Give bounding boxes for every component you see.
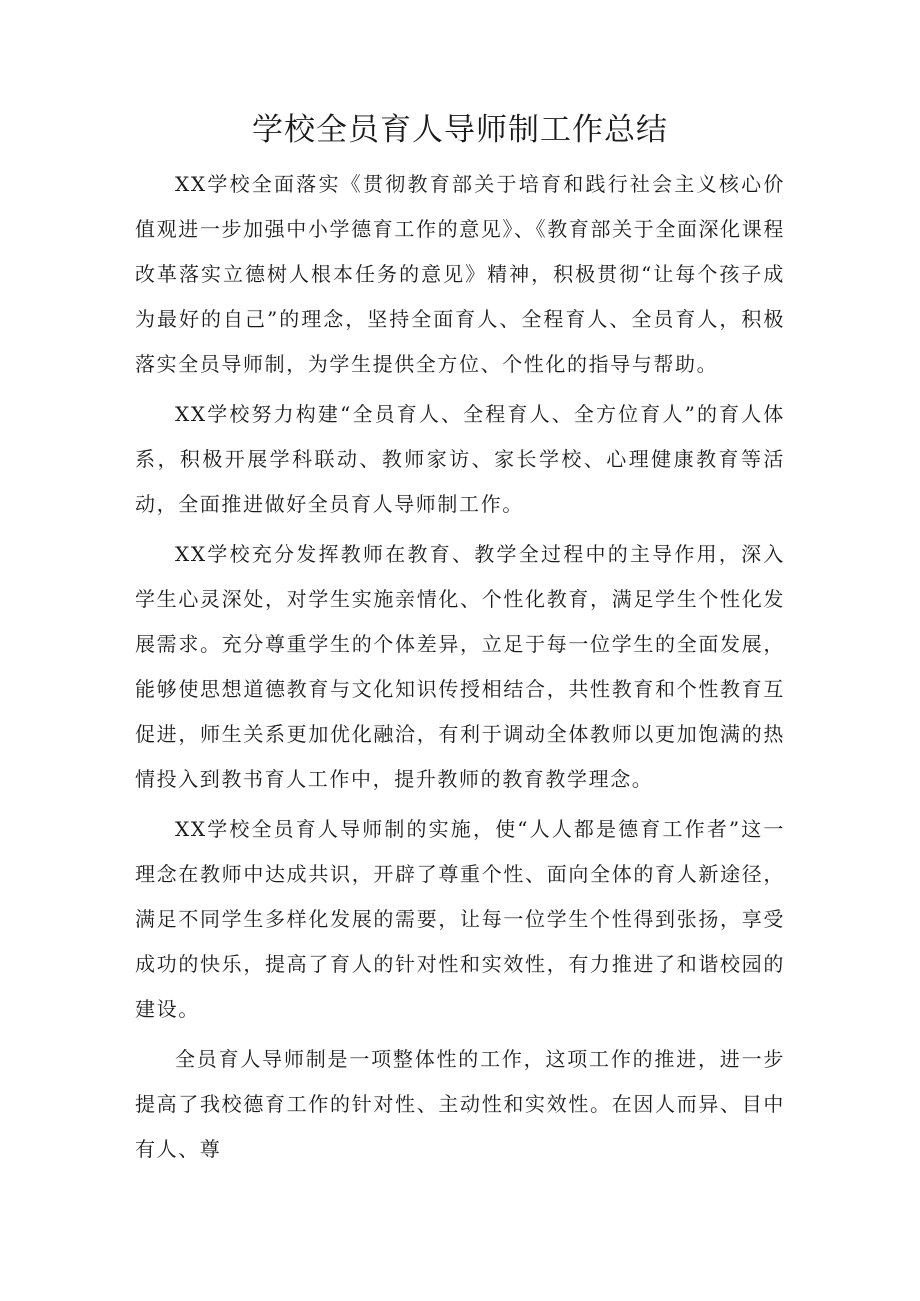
paragraph-3: XX学校充分发挥教师在教育、教学全过程中的主导作用，深入学生心灵深处，对学生实施亲情化、个性化教育，满足学生个性化发展需求。充分尊重学生的个体差异，立足于每一位学生的全面发展，能够使思想道德教育与文化知识传授相结合，共性教育和个性教育互促进，师生关系更加优化融洽，有利于调动全体教师以更加饱满的热情投入到教书育人工作中，提升教师的教育教学理念。 xyxy=(135,542,785,791)
document-title: 学校全员育人导师制工作总结 xyxy=(252,112,668,148)
paragraph-2: XX学校努力构建“全员育人、全程育人、全方位育人”的育人体系，积极开展学科联动、教师家访、家长学校、心理健康教育等活动，全面推进做好全员育人导师制工作。 xyxy=(135,402,785,516)
paragraph-5: 全员育人导师制是一项整体性的工作，这项工作的推进，进一步提高了我校德育工作的针对性、主动性和实效性。在因人而异、目中有人、尊 xyxy=(135,1047,785,1161)
document-body xyxy=(135,162,785,1177)
paragraph-1: XX学校全面落实《贯彻教育部关于培育和践行社会主义核心价值观进一步加强中小学德育工作的意见》、《教育部关于全面深化课程改革落实立德树人根本任务的意见》精神，积极贯彻“让每个孩子成为最好的自己”的理念，坚持全面育人、全程育人、全员育人，积极落实全员导师制，为学生提供全方位、个性化的指导与帮助。 xyxy=(135,172,785,376)
paragraph-4: XX学校全员育人导师制的实施，使“人人都是德育工作者”这一理念在教师中达成共识，开辟了尊重个性、面向全体的育人新途径，满足不同学生多样化发展的需要，让每一位学生个性得到张扬，享受成功的快乐，提高了育人的针对性和实效性，有力推进了和谐校园的建设。 xyxy=(135,817,785,1021)
